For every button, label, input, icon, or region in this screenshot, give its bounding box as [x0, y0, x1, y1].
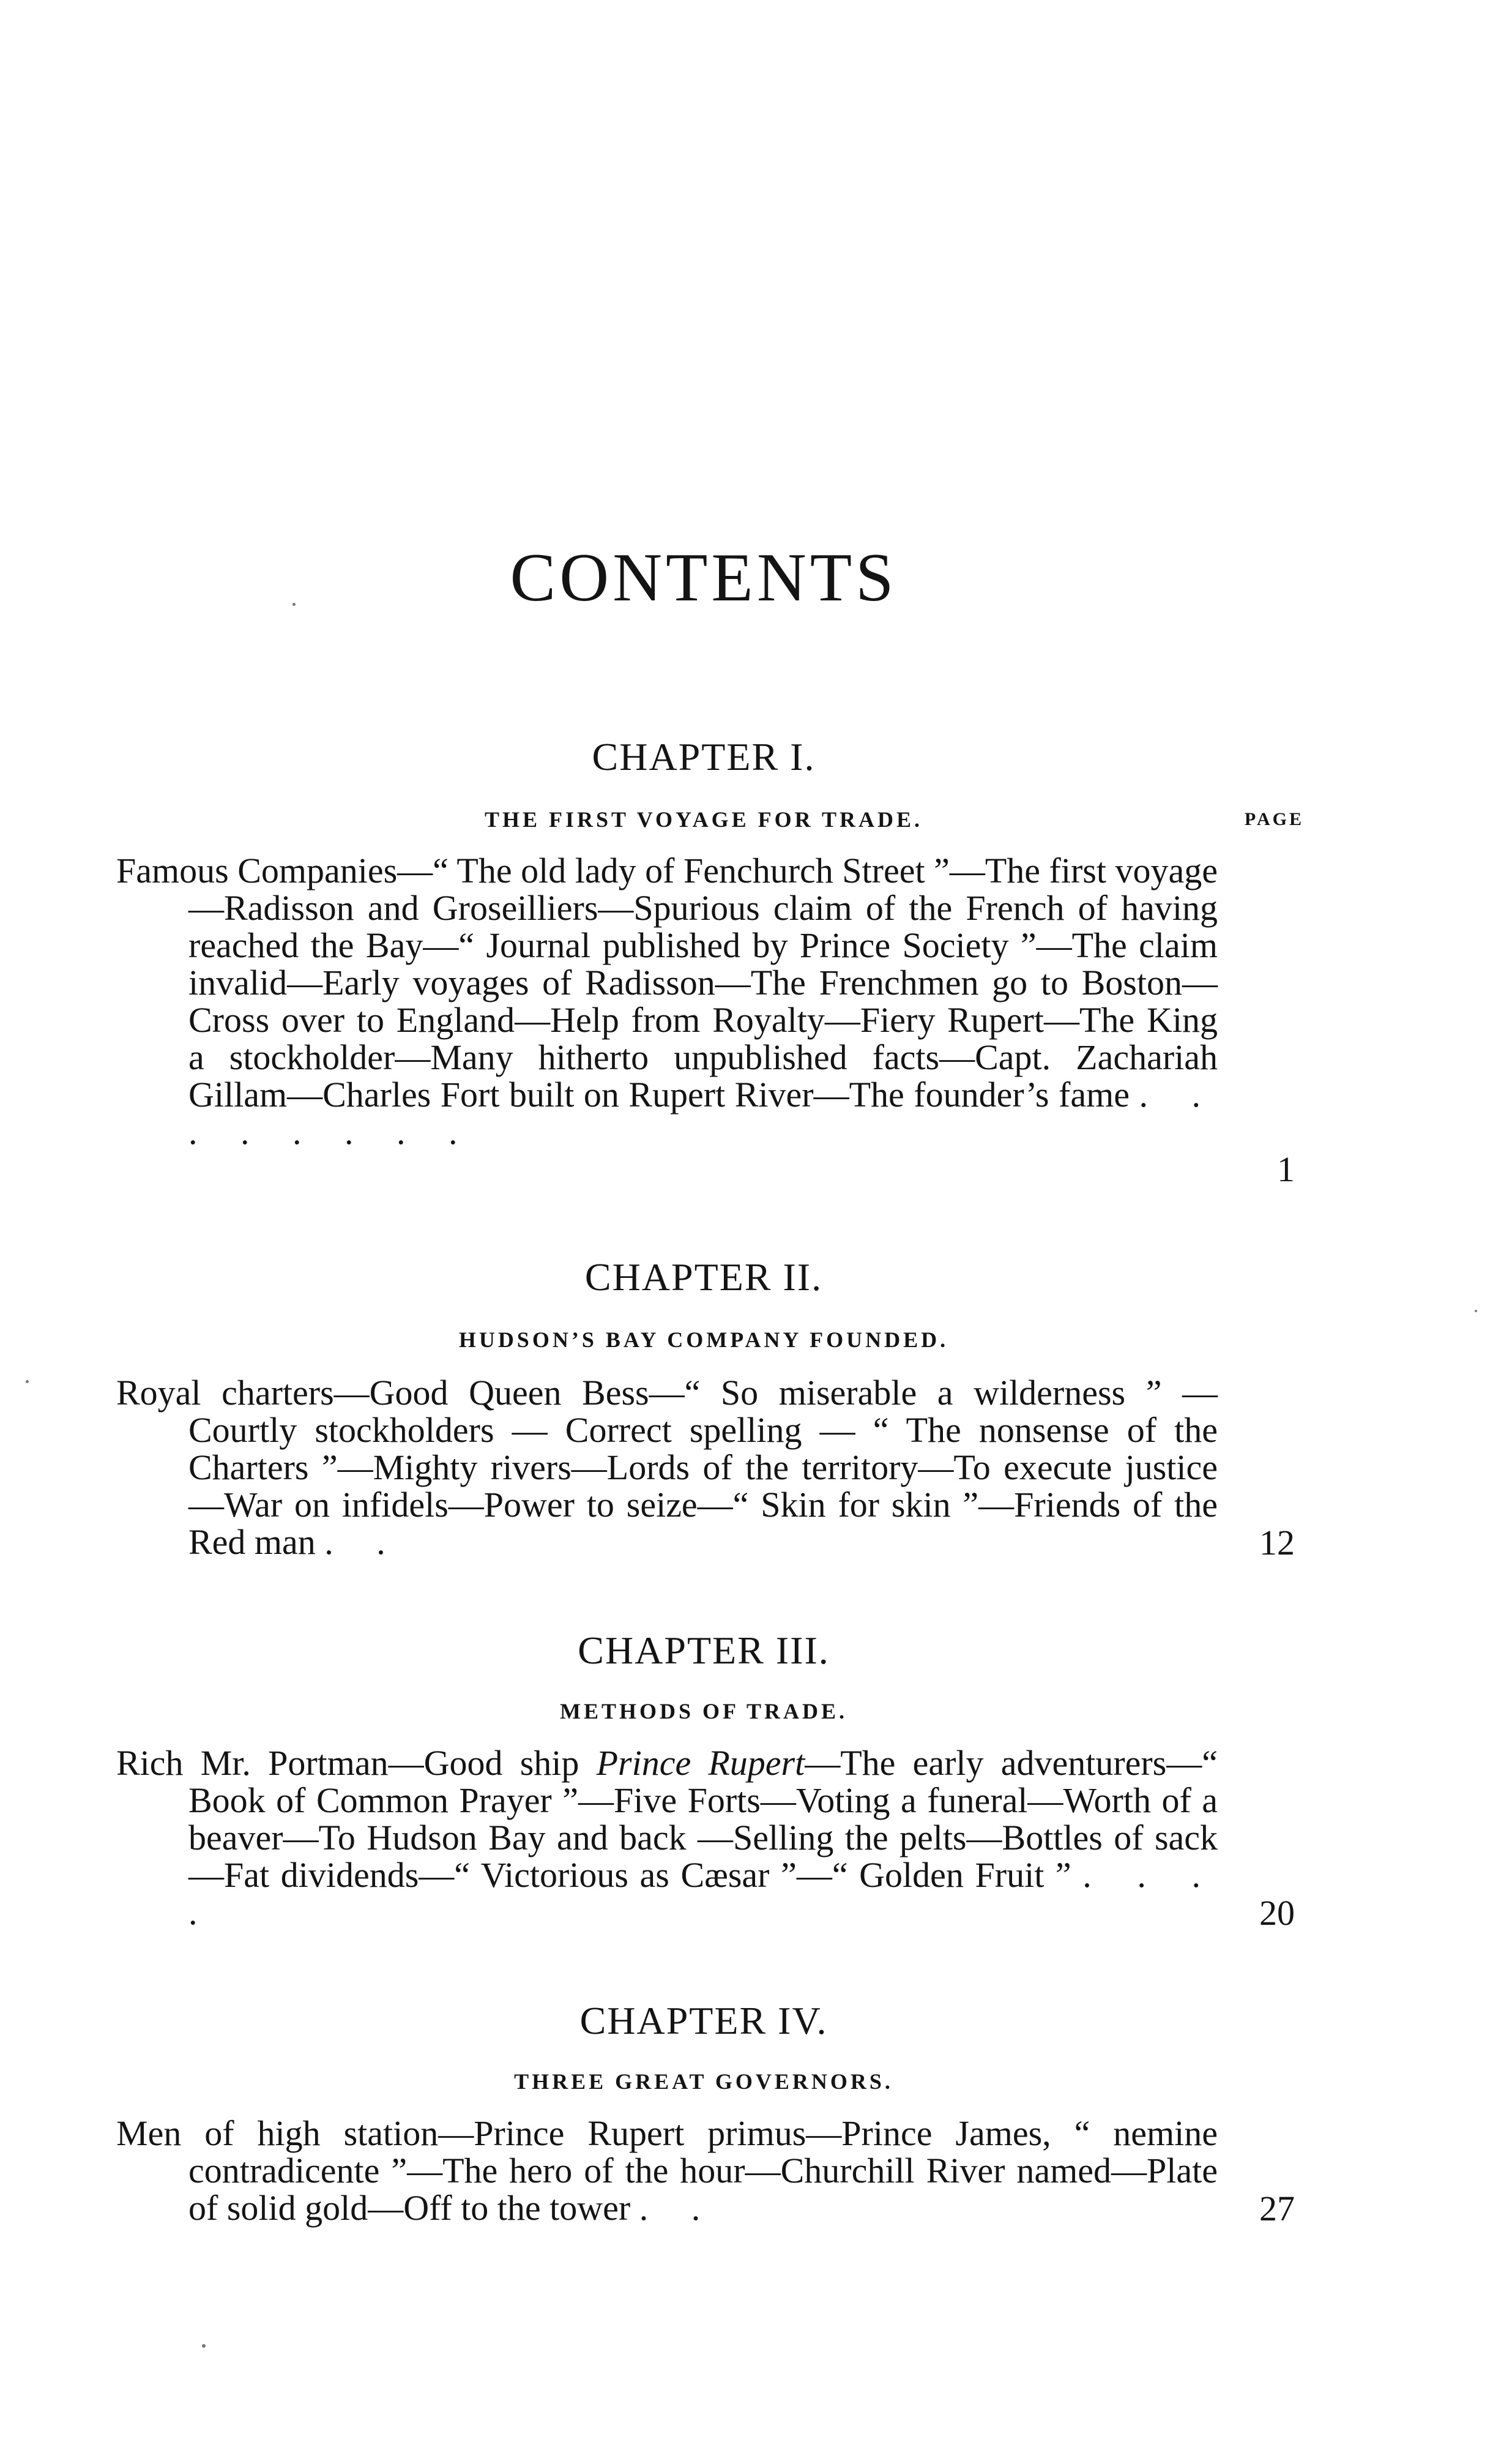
chapter-2-summary-text: Royal charters—Good Queen Bess—“ So miserable a wilderness ” — Courtly stockholders — Correct spelling — “ The nonsense of the Charters ”—Mighty rivers—Lords of the territory—To execute justice—War on infidels—Power to seize—“ Skin for skin ”—Friends of the Red man — [116, 1373, 1218, 1562]
chapter-4-summary-text: Men of high station—Prince Rupert primus—Prince James, “ nemine contradicente ”—The hero of the hour—Churchill River named—Plate of solid gold—Off to the tower — [116, 2113, 1218, 2228]
chapter-1-heading: CHAPTER I. — [592, 735, 816, 778]
chapter-3-summary-text-b: —The early adventurers—“ Book of Common Prayer ”—Five Forts—Voting a funeral—Worth of a beaver—To Hudson Bay and back —Selling the pelts—Bottles of sack—Fat dividends—“ Victorious as Cæsar ”—“ Golden Fruit ” — [188, 1743, 1218, 1895]
chapter-1-leader: . . . . . . . . — [188, 1075, 1218, 1152]
chapter-3-leader: . . . . — [188, 1855, 1218, 1932]
chapter-3-heading: CHAPTER III. — [578, 1629, 830, 1672]
chapter-4-heading: CHAPTER IV. — [579, 1999, 828, 2042]
chapter-3-summary-text-a: Rich Mr. Portman—Good ship — [116, 1743, 597, 1783]
chapter-3-subtitle: METHODS OF TRADE. — [559, 1699, 848, 1723]
chapter-3-summary — [116, 1744, 1218, 1931]
chapter-4-leader: . . — [639, 2188, 718, 2228]
chapter-3-page-number: 20 — [1259, 1893, 1295, 1933]
chapter-4-page-number: 27 — [1259, 2189, 1295, 2228]
chapter-2-heading: CHAPTER II. — [584, 1255, 823, 1299]
chapter-2-leader: . . — [324, 1522, 403, 1562]
chapter-4-summary — [116, 2115, 1218, 2227]
chapter-1-subtitle: THE FIRST VOYAGE FOR TRADE. — [484, 807, 923, 832]
chapter-2-page-number: 12 — [1259, 1523, 1295, 1563]
page-column-label: PAGE — [1244, 809, 1304, 829]
chapter-2-subtitle: HUDSON’S BAY COMPANY FOUNDED. — [458, 1327, 949, 1352]
chapter-3-ship-name: Prince Rupert — [596, 1743, 805, 1783]
chapter-1-summary-text: Famous Companies—“ The old lady of Fenchurch Street ”—The first voyage—Radisson and Groseilliers—Spurious claim of the French of having reached the Bay—“ Journal published by Prince Society ”—The claim invalid—Early voyages of Radisson—The Frenchmen go to Boston—Cross over to England—Help from Royalty—Fiery Rupert—The King a stockholder—Many hitherto unpublished facts—Capt. Zachariah Gillam—Charles Fort built on Rupert River—The founder’s fame — [116, 851, 1218, 1114]
contents-title: CONTENTS — [510, 540, 898, 616]
chapter-1-page-number: 1 — [1277, 1149, 1295, 1189]
chapter-4-subtitle: THREE GREAT GOVERNORS. — [514, 2069, 893, 2094]
chapter-2-summary — [116, 1374, 1218, 1561]
chapter-1-summary — [116, 852, 1218, 1151]
